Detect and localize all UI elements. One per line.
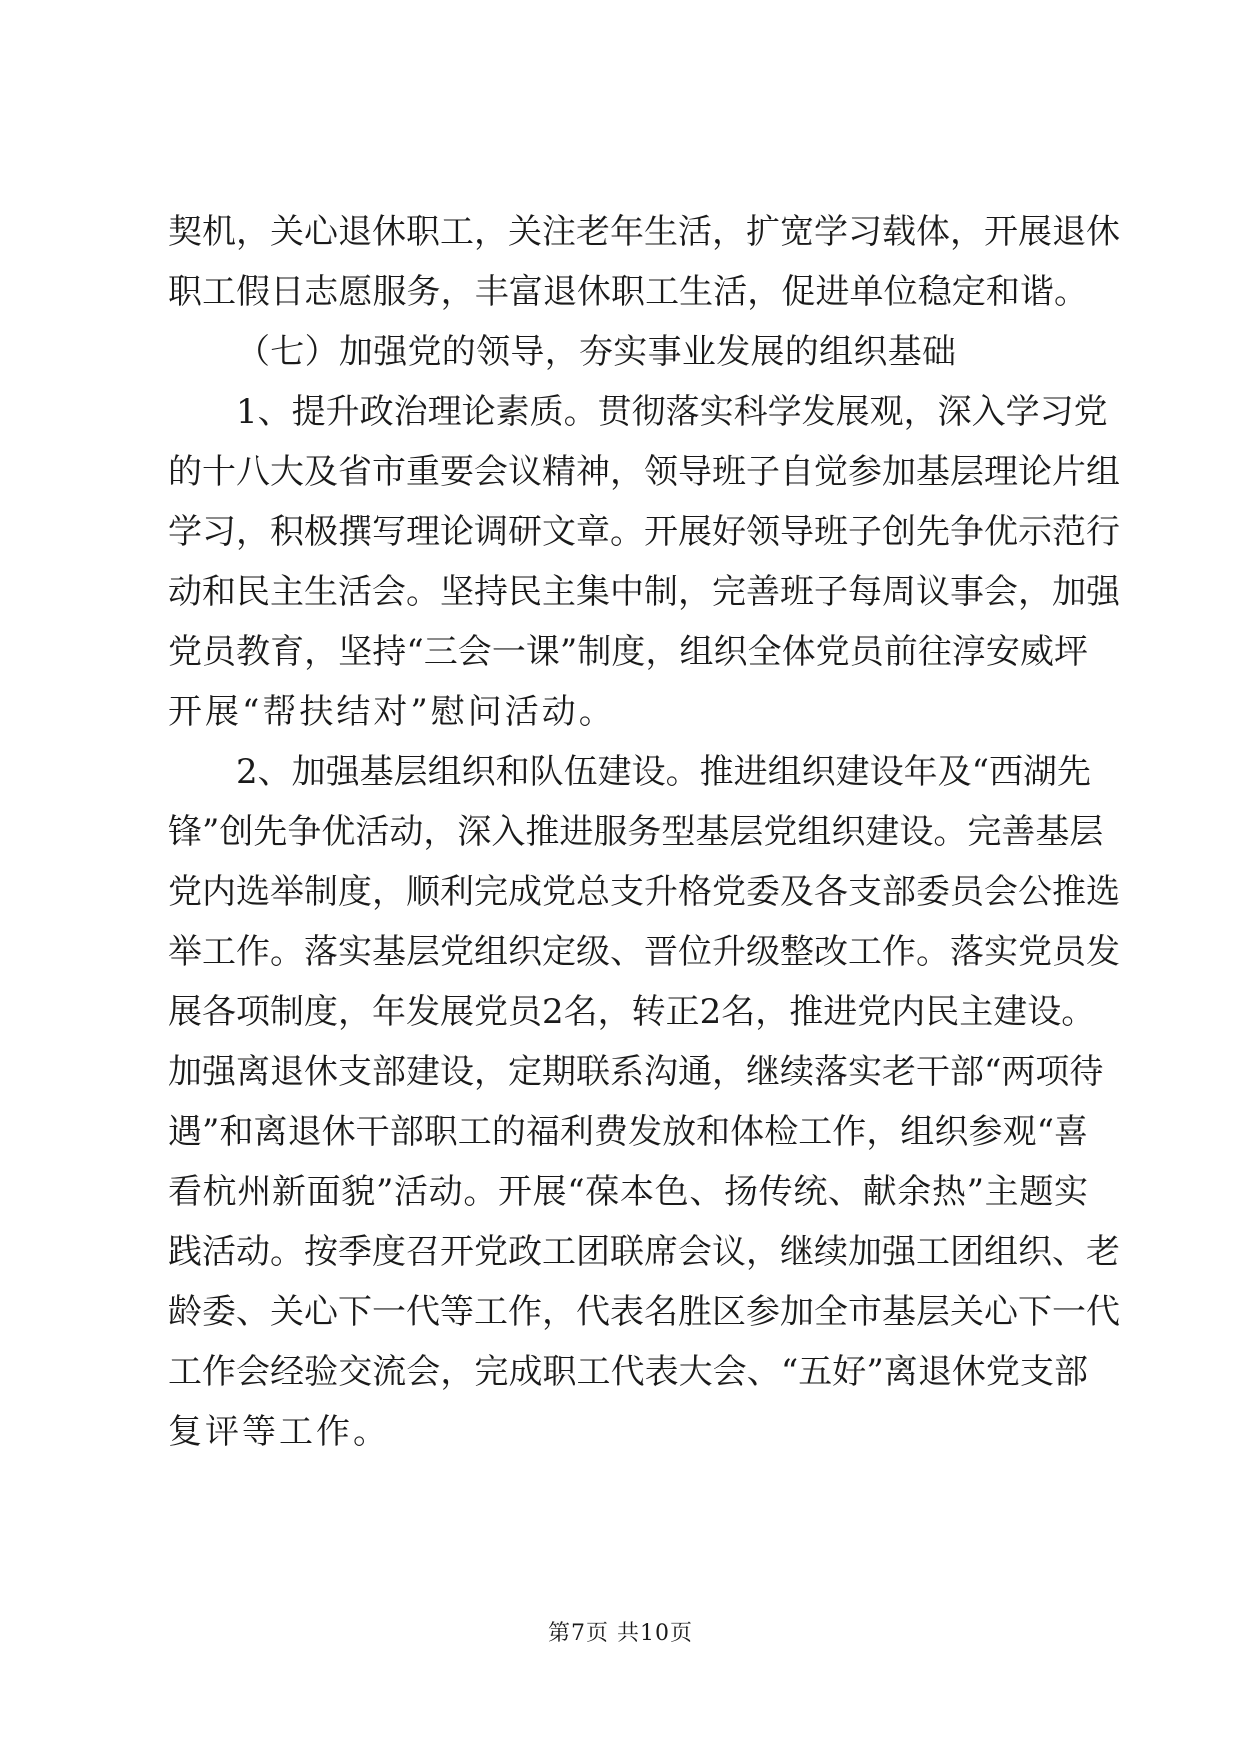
body-line: 的十八大及省市重要会议精神，领导班子自觉参加基层理论片组 — [168, 452, 1120, 492]
body-line: 龄委、关心下一代等工作，代表名胜区参加全市基层关心下一代 — [168, 1292, 1120, 1332]
body-line: 看杭州新面貌”活动。开展“葆本色、扬传统、献余热”主题实 — [168, 1172, 1088, 1212]
body-line: 锋”创先争优活动，深入推进服务型基层党组织建设。完善基层 — [168, 812, 1104, 852]
body-line-last: 复评等工作。 — [168, 1412, 390, 1452]
paragraph-first-line: 1、提升政治理论素质。贯彻落实科学发展观，深入学习党 — [236, 392, 1108, 432]
body-line: 契机，关心退休职工，关注老年生活，扩宽学习载体，开展退休 — [168, 212, 1120, 252]
body-line: 展各项制度，年发展党员2名，转正2名，推进党内民主建设。 — [168, 992, 1096, 1032]
body-line: 加强离退休支部建设，定期联系沟通，继续落实老干部“两项待 — [168, 1052, 1104, 1092]
section-heading: （七）加强党的领导，夯实事业发展的组织基础 — [236, 332, 956, 372]
body-line-last: 开展“帮扶结对”慰问活动。 — [168, 692, 616, 732]
body-line: 工作会经验交流会，完成职工代表大会、“五好”离退休党支部 — [168, 1352, 1088, 1392]
body-line: 践活动。按季度召开党政工团联席会议，继续加强工团组织、老 — [168, 1232, 1120, 1272]
body-line: 动和民主生活会。坚持民主集中制，完善班子每周议事会，加强 — [168, 572, 1120, 612]
paragraph-first-line: 2、加强基层组织和队伍建设。推进组织建设年及“西湖先 — [236, 752, 1092, 792]
body-line: 学习，积极撰写理论调研文章。开展好领导班子创先争优示范行 — [168, 512, 1120, 552]
body-line: 职工假日志愿服务，丰富退休职工生活，促进单位稳定和谐。 — [168, 272, 1088, 312]
page-number-footer: 第7页 共10页 — [548, 1621, 693, 1646]
body-line: 党员教育，坚持“三会一课”制度，组织全体党员前往淳安威坪 — [168, 632, 1088, 672]
body-line: 党内选举制度，顺利完成党总支升格党委及各支部委员会公推选 — [168, 872, 1120, 912]
body-line: 举工作。落实基层党组织定级、晋位升级整改工作。落实党员发 — [168, 932, 1120, 972]
body-line: 遇”和离退休干部职工的福利费发放和体检工作，组织参观“喜 — [168, 1112, 1088, 1152]
